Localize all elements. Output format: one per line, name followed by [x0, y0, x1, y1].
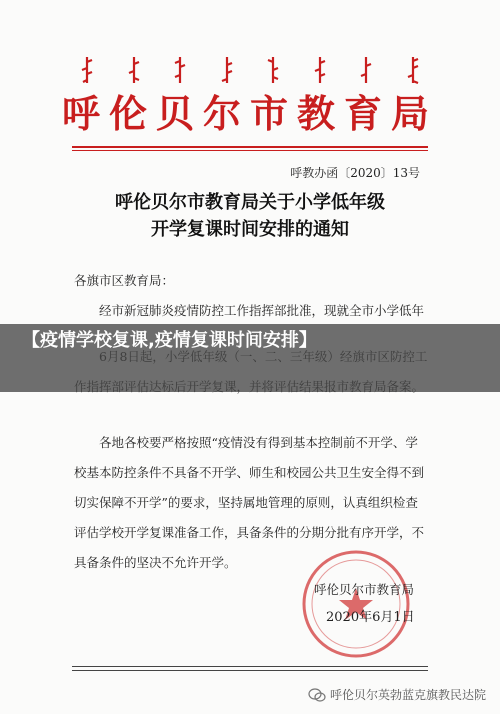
headline-text: 【疫情学校复课,疫情复课时间安排】	[22, 330, 317, 351]
mongolian-script-icon	[220, 56, 234, 84]
paragraph-3: 各地各校要严格按照“疫情没有得到基本控制前不开学、学校基本防控条件不具备不开学、师生和校园公共卫生安全得不到切实保障不开学”的要求，坚持属地管理的原则，认真组织检查评估学校开学复课准备工作，具备条件的分期分批有序开学，不具备条件的坚决不允许开学。	[74, 435, 425, 570]
mongolian-script-icon	[80, 56, 94, 84]
mongolian-script-icon	[313, 56, 327, 84]
issuing-authority-title: 呼伦贝尔市教育局	[61, 91, 438, 136]
document-reference-number: 呼教办函〔2020〕13号	[290, 166, 420, 180]
signature-date: 2020年6月1日	[326, 610, 415, 625]
mongolian-script-icon	[127, 56, 141, 84]
addressee: 各旗市区教育局：	[74, 273, 175, 288]
footer-divider-second	[72, 670, 428, 671]
official-seal-stamp	[300, 548, 415, 660]
wechat-icon	[308, 688, 326, 702]
watermark-text: 呼伦贝尔英勃蓝克旗教民达院	[329, 688, 486, 702]
red-divider-thin	[72, 150, 428, 151]
mongolian-script-icon	[266, 56, 280, 84]
paragraph-1: 经市新冠肺炎疫情防控工作指挥部批准，现就全市小学低年	[99, 303, 425, 318]
signature-organization: 呼伦贝尔市教育局	[314, 582, 415, 597]
source-watermark	[308, 686, 486, 703]
red-divider	[72, 146, 428, 148]
mongolian-script-icon	[359, 56, 373, 84]
mongolian-header	[80, 54, 420, 86]
mongolian-script-icon	[406, 56, 420, 84]
mongolian-script-icon	[173, 56, 187, 84]
document-title-line1: 呼伦贝尔市教育局关于小学低年级	[115, 192, 385, 213]
footer-divider	[72, 666, 428, 667]
document-title-line2: 开学复课时间安排的通知	[151, 219, 349, 240]
